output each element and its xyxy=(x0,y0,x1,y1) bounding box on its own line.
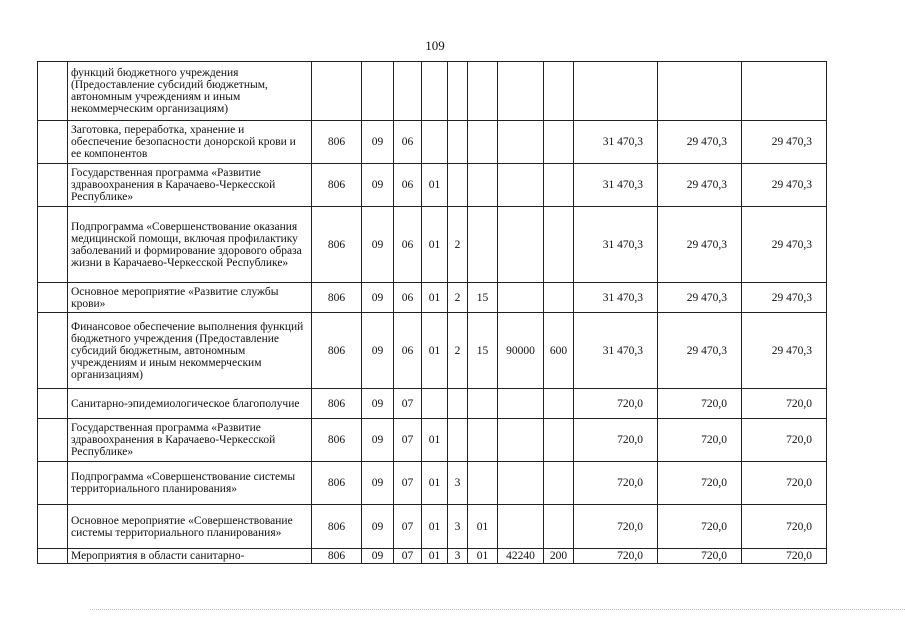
section-code-cell: 09 xyxy=(362,313,394,389)
subprogram-code-cell: 3 xyxy=(448,462,468,505)
ministry-code-cell: 806 xyxy=(312,283,362,313)
amount-year2-cell: 720,0 xyxy=(658,505,742,549)
row-number-cell xyxy=(38,549,68,564)
amount-year1-cell: 720,0 xyxy=(574,549,658,564)
page-bottom-divider xyxy=(90,609,905,610)
subsection-code-cell: 07 xyxy=(394,549,422,564)
subsection-code-cell: 07 xyxy=(394,462,422,505)
amount-year3-cell xyxy=(742,62,827,121)
item-name-cell: Санитарно-эпидемиологическое благополучие xyxy=(68,389,312,419)
amount-year1-cell: 720,0 xyxy=(574,505,658,549)
subsection-code-cell: 07 xyxy=(394,505,422,549)
row-number-cell xyxy=(38,462,68,505)
table-row xyxy=(38,313,827,389)
amount-year1-cell: 31 470,3 xyxy=(574,313,658,389)
amount-year2-cell xyxy=(658,62,742,121)
program-code-cell: 01 xyxy=(422,207,448,283)
expense-type-code-cell xyxy=(544,121,574,164)
expense-direction-code-cell xyxy=(498,121,544,164)
amount-year1-cell: 31 470,3 xyxy=(574,164,658,207)
item-name-cell: Государственная программа «Развитие здравоохранения в Карачаево-Черкесской Республике» xyxy=(68,164,312,207)
amount-year2-cell: 29 470,3 xyxy=(658,283,742,313)
expense-direction-code-cell: 42240 xyxy=(498,549,544,564)
row-number-cell xyxy=(38,505,68,549)
ministry-code-cell: 806 xyxy=(312,549,362,564)
main-activity-code-cell xyxy=(468,462,498,505)
expense-type-code-cell xyxy=(544,207,574,283)
program-code-cell: 01 xyxy=(422,505,448,549)
amount-year2-cell: 29 470,3 xyxy=(658,313,742,389)
subsection-code-cell: 06 xyxy=(394,207,422,283)
item-name-cell: Заготовка, переработка, хранение и обеспечение безопасности донорской крови и ее компонентов xyxy=(68,121,312,164)
program-code-cell xyxy=(422,389,448,419)
section-code-cell: 09 xyxy=(362,549,394,564)
expense-direction-code-cell xyxy=(498,207,544,283)
item-name-cell: Государственная программа «Развитие здравоохранения в Карачаево-Черкесской Республике» xyxy=(68,419,312,462)
section-code-cell: 09 xyxy=(362,389,394,419)
program-code-cell: 01 xyxy=(422,164,448,207)
ministry-code-cell: 806 xyxy=(312,419,362,462)
expense-direction-code-cell xyxy=(498,389,544,419)
row-number-cell xyxy=(38,313,68,389)
main-activity-code-cell: 15 xyxy=(468,313,498,389)
expense-type-code-cell xyxy=(544,505,574,549)
amount-year2-cell: 29 470,3 xyxy=(658,207,742,283)
row-number-cell xyxy=(38,207,68,283)
program-code-cell: 01 xyxy=(422,549,448,564)
subsection-code-cell: 06 xyxy=(394,164,422,207)
expense-direction-code-cell: 90000 xyxy=(498,313,544,389)
amount-year1-cell: 720,0 xyxy=(574,419,658,462)
subsection-code-cell: 06 xyxy=(394,283,422,313)
main-activity-code-cell xyxy=(468,62,498,121)
row-number-cell xyxy=(38,62,68,121)
main-activity-code-cell: 15 xyxy=(468,283,498,313)
table-body xyxy=(38,62,827,564)
amount-year2-cell: 29 470,3 xyxy=(658,164,742,207)
main-activity-code-cell: 01 xyxy=(468,549,498,564)
ministry-code-cell: 806 xyxy=(312,207,362,283)
expense-type-code-cell xyxy=(544,164,574,207)
row-number-cell xyxy=(38,121,68,164)
ministry-code-cell: 806 xyxy=(312,313,362,389)
ministry-code-cell: 806 xyxy=(312,164,362,207)
program-code-cell: 01 xyxy=(422,419,448,462)
subsection-code-cell: 07 xyxy=(394,389,422,419)
expense-type-code-cell: 200 xyxy=(544,549,574,564)
table-row xyxy=(38,164,827,207)
subsection-code-cell xyxy=(394,62,422,121)
amount-year1-cell: 31 470,3 xyxy=(574,207,658,283)
row-number-cell xyxy=(38,283,68,313)
amount-year2-cell: 720,0 xyxy=(658,549,742,564)
amount-year3-cell: 720,0 xyxy=(742,549,827,564)
amount-year2-cell: 720,0 xyxy=(658,462,742,505)
section-code-cell: 09 xyxy=(362,462,394,505)
page-number: 109 xyxy=(425,38,445,53)
section-code-cell: 09 xyxy=(362,419,394,462)
table-row xyxy=(38,283,827,313)
expense-type-code-cell xyxy=(544,389,574,419)
amount-year3-cell: 29 470,3 xyxy=(742,283,827,313)
table-row xyxy=(38,121,827,164)
item-name-cell: функций бюджетного учреждения (Предоставление субсидий бюджетным, автономным учреждениям и иным некоммерческим организациям) xyxy=(68,62,312,121)
subprogram-code-cell xyxy=(448,62,468,121)
amount-year3-cell: 29 470,3 xyxy=(742,121,827,164)
table-row xyxy=(38,62,827,121)
table-row xyxy=(38,207,827,283)
amount-year3-cell: 720,0 xyxy=(742,462,827,505)
expense-direction-code-cell xyxy=(498,462,544,505)
subprogram-code-cell: 2 xyxy=(448,207,468,283)
main-activity-code-cell xyxy=(468,121,498,164)
item-name-cell: Подпрограмма «Совершенствование системы территориального планирования» xyxy=(68,462,312,505)
amount-year1-cell: 31 470,3 xyxy=(574,283,658,313)
subprogram-code-cell xyxy=(448,419,468,462)
ministry-code-cell: 806 xyxy=(312,505,362,549)
expense-direction-code-cell xyxy=(498,505,544,549)
budget-table xyxy=(37,61,827,564)
expense-direction-code-cell xyxy=(498,62,544,121)
program-code-cell xyxy=(422,62,448,121)
row-number-cell xyxy=(38,389,68,419)
item-name-cell: Мероприятия в области санитарно- xyxy=(68,549,312,564)
table-row xyxy=(38,462,827,505)
table-row xyxy=(38,505,827,549)
subsection-code-cell: 06 xyxy=(394,121,422,164)
amount-year2-cell: 720,0 xyxy=(658,419,742,462)
amount-year1-cell xyxy=(574,62,658,121)
section-code-cell: 09 xyxy=(362,207,394,283)
subprogram-code-cell: 3 xyxy=(448,505,468,549)
expense-type-code-cell xyxy=(544,62,574,121)
expense-direction-code-cell xyxy=(498,419,544,462)
expense-type-code-cell xyxy=(544,283,574,313)
program-code-cell: 01 xyxy=(422,283,448,313)
row-number-cell xyxy=(38,164,68,207)
amount-year3-cell: 29 470,3 xyxy=(742,313,827,389)
table-row xyxy=(38,419,827,462)
table-row xyxy=(38,389,827,419)
table-row xyxy=(38,549,827,564)
main-activity-code-cell xyxy=(468,389,498,419)
amount-year3-cell: 29 470,3 xyxy=(742,207,827,283)
amount-year1-cell: 31 470,3 xyxy=(574,121,658,164)
program-code-cell xyxy=(422,121,448,164)
item-name-cell: Подпрограмма «Совершенствование оказания медицинской помощи, включая профилактику заболеваний и формирование здорового образа жизни в Карачаево-Черкесской Республике» xyxy=(68,207,312,283)
amount-year1-cell: 720,0 xyxy=(574,389,658,419)
amount-year3-cell: 29 470,3 xyxy=(742,164,827,207)
subsection-code-cell: 07 xyxy=(394,419,422,462)
subprogram-code-cell: 2 xyxy=(448,283,468,313)
subprogram-code-cell: 2 xyxy=(448,313,468,389)
expense-type-code-cell xyxy=(544,419,574,462)
row-number-cell xyxy=(38,419,68,462)
ministry-code-cell: 806 xyxy=(312,389,362,419)
amount-year2-cell: 29 470,3 xyxy=(658,121,742,164)
subsection-code-cell: 06 xyxy=(394,313,422,389)
expense-direction-code-cell xyxy=(498,164,544,207)
section-code-cell: 09 xyxy=(362,121,394,164)
section-code-cell xyxy=(362,62,394,121)
subprogram-code-cell xyxy=(448,389,468,419)
amount-year1-cell: 720,0 xyxy=(574,462,658,505)
item-name-cell: Основное мероприятие «Развитие службы крови» xyxy=(68,283,312,313)
expense-type-code-cell: 600 xyxy=(544,313,574,389)
main-activity-code-cell xyxy=(468,207,498,283)
main-activity-code-cell xyxy=(468,164,498,207)
amount-year3-cell: 720,0 xyxy=(742,419,827,462)
expense-direction-code-cell xyxy=(498,283,544,313)
subprogram-code-cell xyxy=(448,164,468,207)
main-activity-code-cell xyxy=(468,419,498,462)
main-activity-code-cell: 01 xyxy=(468,505,498,549)
ministry-code-cell: 806 xyxy=(312,121,362,164)
subprogram-code-cell xyxy=(448,121,468,164)
item-name-cell: Финансовое обеспечение выполнения функций бюджетного учреждения (Предоставление субсидий бюджетным, автономным учреждениям и иным некоммерческим организациям) xyxy=(68,313,312,389)
section-code-cell: 09 xyxy=(362,505,394,549)
amount-year2-cell: 720,0 xyxy=(658,389,742,419)
program-code-cell: 01 xyxy=(422,313,448,389)
ministry-code-cell xyxy=(312,62,362,121)
program-code-cell: 01 xyxy=(422,462,448,505)
subprogram-code-cell: 3 xyxy=(448,549,468,564)
amount-year3-cell: 720,0 xyxy=(742,389,827,419)
ministry-code-cell: 806 xyxy=(312,462,362,505)
section-code-cell: 09 xyxy=(362,283,394,313)
amount-year3-cell: 720,0 xyxy=(742,505,827,549)
expense-type-code-cell xyxy=(544,462,574,505)
item-name-cell: Основное мероприятие «Совершенствование системы территориального планирования» xyxy=(68,505,312,549)
section-code-cell: 09 xyxy=(362,164,394,207)
